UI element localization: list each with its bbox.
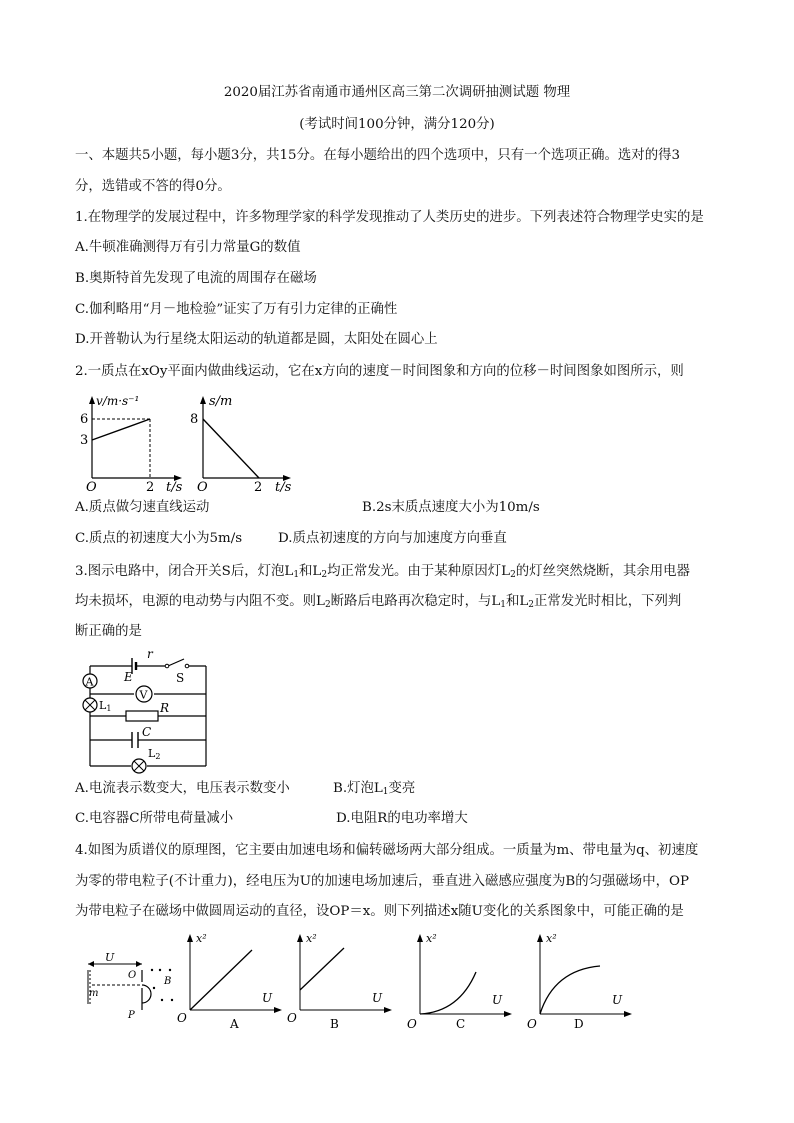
q2-option-b: B.2s末质点速度大小为10m/s bbox=[362, 500, 540, 515]
svg-text:x²: x² bbox=[306, 932, 317, 945]
svg-text:P: P bbox=[128, 1010, 135, 1021]
q1-option-a: A.牛顿准确测得万有引力常量G的数值 bbox=[75, 240, 301, 255]
q3-option-d: D.电阻R的电功率增大 bbox=[336, 811, 468, 826]
q1-option-b: B.奥斯特首先发现了电流的周围存在磁场 bbox=[75, 271, 317, 286]
q1-option-c: C.伽利略用“月－地检验”证实了万有引力定律的正确性 bbox=[75, 302, 398, 317]
q3-circuit-diagram bbox=[76, 648, 214, 774]
q4-graph-a bbox=[174, 930, 284, 1034]
svg-text:U: U bbox=[372, 991, 383, 1005]
s-tick-8: 8 bbox=[190, 412, 199, 427]
label-e: E bbox=[124, 670, 133, 684]
switch-contact-right bbox=[185, 664, 189, 668]
label-l1: L1 bbox=[99, 699, 112, 713]
svg-text:m: m bbox=[89, 988, 99, 999]
svg-text:A: A bbox=[230, 1017, 239, 1031]
svg-text:O: O bbox=[527, 1017, 537, 1031]
q4-mass-spectrometer-diagram bbox=[84, 948, 184, 1028]
label-r-resistor: R bbox=[160, 701, 170, 715]
s-line bbox=[203, 419, 259, 478]
s-ylabel: s/m bbox=[209, 394, 233, 409]
q2-displacement-time-graph bbox=[187, 392, 302, 492]
label-r: r bbox=[147, 648, 153, 661]
q4-graph-b bbox=[284, 930, 394, 1034]
q4-stem-line1: 4.如图为质谱仪的原理图，它主要由加速电场和偏转磁场两大部分组成。一质量为m、带电量为q、初速度 bbox=[75, 843, 699, 858]
s-origin: O bbox=[197, 480, 208, 492]
q2-option-c: C.质点的初速度大小为5m/s bbox=[75, 531, 243, 546]
label-s: S bbox=[176, 671, 185, 685]
q4-stem-line2: 为零的带电粒子(不计重力)，经电压为U的加速电场加速后，垂直进入磁感应强度为B的匀强磁场中，OP bbox=[75, 874, 689, 889]
q3-option-a: A.电流表示数变大，电压表示数变小 bbox=[75, 781, 290, 796]
svg-text:B: B bbox=[164, 976, 172, 987]
q3-option-b: B.灯泡$L_1$变亮 bbox=[333, 781, 416, 797]
s-xlabel: t/s bbox=[275, 480, 292, 492]
svg-text:U: U bbox=[492, 993, 503, 1007]
v-xlabel: t/s bbox=[166, 480, 183, 492]
svg-text:D: D bbox=[574, 1017, 584, 1031]
v-tick-3: 3 bbox=[80, 433, 89, 448]
svg-text:O: O bbox=[128, 970, 137, 981]
svg-text:A: A bbox=[85, 675, 94, 689]
svg-text:O: O bbox=[287, 1011, 297, 1025]
q4-stem-line3: 为带电粒子在磁场中做圆周运动的直径，设OP＝x。则下列描述x随U变化的关系图象中，可能正确的是 bbox=[75, 904, 684, 919]
svg-text:U: U bbox=[262, 991, 273, 1005]
q2-velocity-time-graph bbox=[78, 392, 193, 492]
label-l2: L2 bbox=[148, 747, 161, 761]
svg-text:x²: x² bbox=[196, 932, 207, 945]
graph-d-curve bbox=[540, 966, 600, 1014]
svg-text:C: C bbox=[456, 1017, 466, 1031]
s-tick-x2: 2 bbox=[254, 480, 263, 492]
v-tick-x2: 2 bbox=[146, 480, 155, 492]
q3-stem-line2: 均未损坏，电源的电动势与内阻不变。则$L_2$断路后电路再次稳定时，与$L_1$和$L_2$正常发光时相比，下列判 bbox=[75, 594, 682, 610]
svg-text:O: O bbox=[407, 1017, 417, 1031]
q2-stem: 2.一质点在xOy平面内做曲线运动，它在x方向的速度－时间图象和方向的位移－时间图象如图所示，则 bbox=[75, 364, 684, 379]
v-tick-6: 6 bbox=[80, 412, 89, 427]
label-c: C bbox=[142, 725, 152, 739]
q1-stem: 1.在物理学的发展过程中，许多物理学家的科学发现推动了人类历史的进步。下列表述符合物理学史实的是 bbox=[75, 210, 704, 225]
section-intro-line2: 分，选错或不答的得0分。 bbox=[75, 179, 231, 194]
graph-c-curve bbox=[420, 972, 476, 1014]
q2-option-d: D.质点初速度的方向与加速度方向垂直 bbox=[278, 531, 507, 546]
v-ylabel: v/m·s⁻¹ bbox=[96, 394, 140, 408]
section-intro-line1: 一、本题共5小题，每小题3分，共15分。在每小题给出的四个选项中，只有一个选项正确。选对的得3 bbox=[75, 148, 681, 163]
v-line bbox=[92, 419, 150, 440]
page-title: 2020届江苏省南通市通州区高三第二次调研抽测试题 物理 bbox=[223, 85, 571, 100]
resistor-symbol bbox=[126, 711, 158, 721]
svg-text:U: U bbox=[612, 993, 623, 1007]
q4-graph-d bbox=[524, 930, 634, 1034]
graph-a-curve bbox=[190, 950, 252, 1010]
v-origin: O bbox=[86, 480, 97, 492]
q3-stem-line1: 3.图示电路中，闭合开关S后，灯泡$L_1$和$L_2$均正常发光。由于某种原因灯$L_2$的灯丝突然烧断，其余用电器 bbox=[75, 564, 690, 580]
svg-text:U: U bbox=[105, 951, 115, 964]
q3-stem-line3: 断正确的是 bbox=[75, 624, 142, 639]
svg-text:B: B bbox=[330, 1017, 339, 1031]
q1-option-d: D.开普勒认为行星绕太阳运动的轨道都是圆，太阳处在圆心上 bbox=[75, 332, 438, 347]
svg-text:x²: x² bbox=[546, 932, 557, 945]
q4-graph-c bbox=[404, 930, 514, 1034]
svg-text:V: V bbox=[139, 688, 148, 702]
q2-option-a: A.质点做匀速直线运动 bbox=[75, 500, 210, 515]
svg-text:O: O bbox=[177, 1011, 187, 1025]
q3-option-c: C.电容器C所带电荷量减小 bbox=[75, 811, 234, 826]
page-subtitle: (考试时间100分钟，满分120分) bbox=[299, 117, 495, 132]
switch-contact-left bbox=[165, 664, 169, 668]
graph-b-curve bbox=[300, 948, 344, 990]
svg-text:x²: x² bbox=[426, 932, 437, 945]
